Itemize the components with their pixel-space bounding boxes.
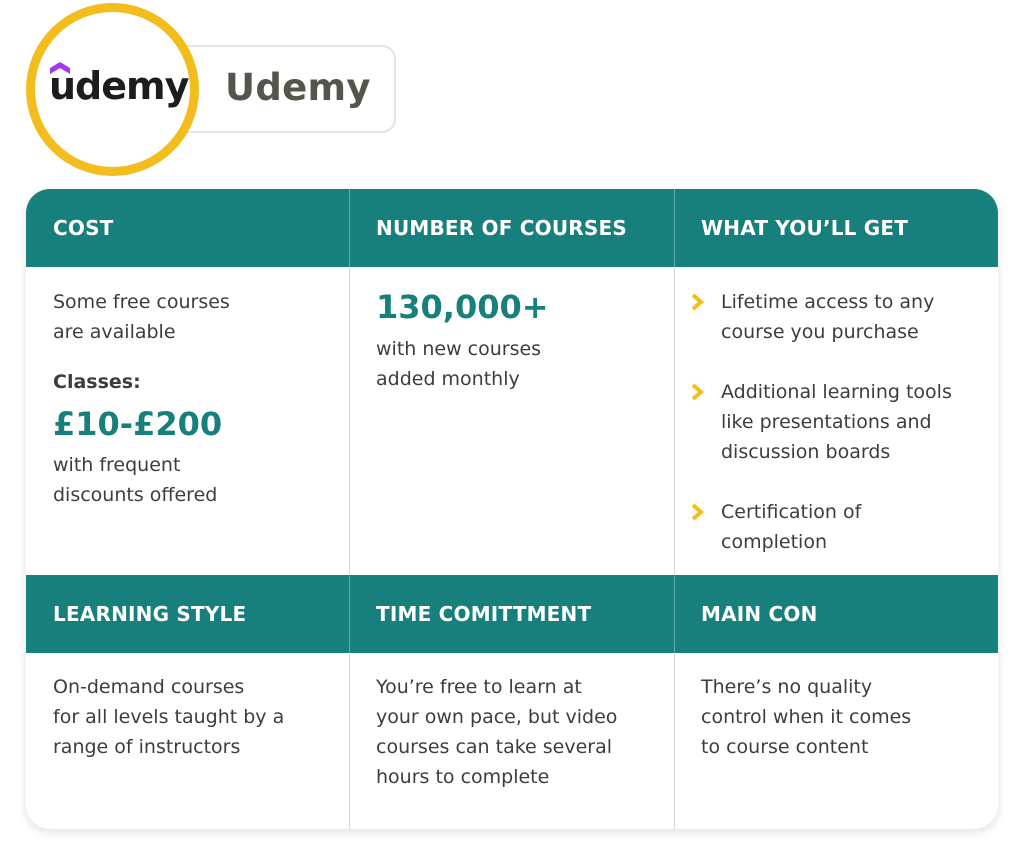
header-number-of-courses: NUMBER OF COURSES [376,216,627,240]
classes-label: Classes: [53,371,141,393]
header-what-youll-get: WHAT YOU’LL GET [701,216,909,240]
header-learning-style: LEARNING STYLE [53,602,247,626]
cost-text: Some free courses are available [53,291,230,343]
price-note: with frequent discounts offered [53,454,218,506]
time-commitment-text: You’re free to learn at your own pace, but video courses can take several hours to complete [376,676,618,788]
chevron-right-icon [690,293,704,311]
header-divider [674,189,675,267]
header-main-con: MAIN CON [701,602,818,626]
course-count: 130,000+ [376,288,549,326]
header-row-2 [26,575,998,653]
price-range: £10-£200 [53,405,223,443]
header-divider [674,575,675,653]
header-time-commitment: TIME COMITTMENT [376,602,592,626]
learning-style-text: On-demand courses for all levels taught by a range of instructors [53,676,285,758]
header-cost: COST [53,216,114,240]
column-divider [674,189,675,829]
chevron-right-icon [690,503,704,521]
column-divider [349,189,350,829]
header-row-1 [26,189,998,267]
header-divider [349,575,350,653]
comparison-card: COST NUMBER OF COURSES WHAT YOU’LL GET Some free courses are available Classes: £10-£200 with frequent discounts offered 130,000+ with new courses added monthly Lifetime access to any course you purchase Additional learning tools like presentations and discussion boards Certification of completion LEARNING STYLE TIME COMITTMENT MAIN CON On-demand courses for all levels taught by a range of instructors You’re free to learn at your own pace, but video courses can take several hours to complete There’s no quality control when it comes to course content [26,189,998,829]
udemy-logo: udemy [49,64,189,108]
main-con-text: There’s no quality control when it comes to course content [701,676,912,758]
brand-name: Udemy [225,66,371,109]
chevron-right-icon [690,383,704,401]
header-divider [349,189,350,267]
course-count-note: with new courses added monthly [376,338,542,390]
